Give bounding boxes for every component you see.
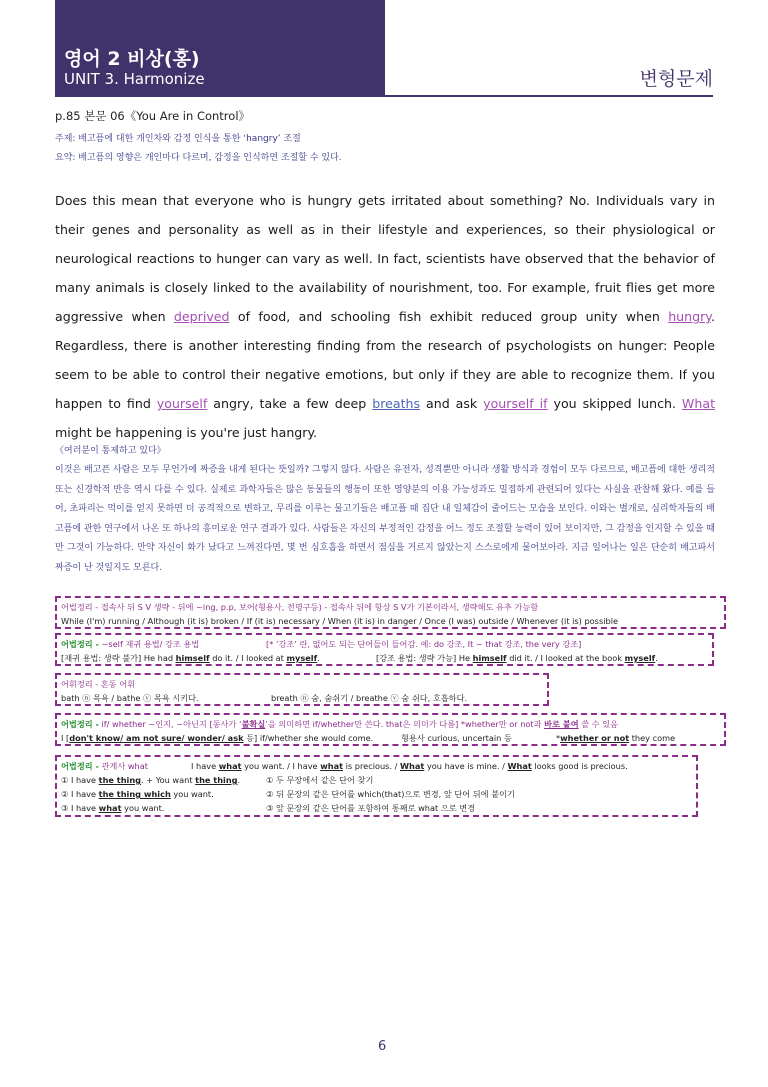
grammar-box-conjunction xyxy=(55,596,726,629)
grammar-box-reflexive xyxy=(55,633,714,666)
topic-line: 주제: 배고픔에 대한 개인차와 감정 인식을 통한 ‘hangry’ 조절 xyxy=(55,134,301,144)
unit-title: UNIT 3. Harmonize xyxy=(64,70,205,88)
example-text: you have is mine. / xyxy=(424,761,508,771)
translation-heading: 《여러분이 통제하고 있다》 xyxy=(55,446,166,456)
passage-text: you skipped lunch. xyxy=(547,396,682,411)
book-title: 영어 2 비상(홍) xyxy=(64,48,200,70)
example-underline: what xyxy=(218,761,242,771)
example-underline: whether or not xyxy=(560,733,630,743)
example-text: I [ xyxy=(61,733,70,743)
example-underline: himself xyxy=(472,653,507,663)
example-text: . xyxy=(317,653,320,663)
box-label: 어법정리 - xyxy=(61,761,99,771)
summary-line: 요약: 배고픔의 영향은 개인마다 다르며, 감정을 인식하면 조절할 수 있다. xyxy=(55,153,342,163)
passage-text: might be happening is you're just hangry. xyxy=(55,425,318,440)
highlight-breaths: breaths xyxy=(372,396,421,411)
example-text: 형용사 curious, uncertain 등 xyxy=(401,733,512,743)
example-underline: What xyxy=(507,761,532,771)
step-explanation: ① 두 무장에서 같은 단어 찾기 xyxy=(266,775,374,785)
box-label: 어법정리 - xyxy=(61,602,99,612)
example-underline: the thing xyxy=(98,775,142,785)
example-underline: What xyxy=(400,761,425,771)
passage-text: . Regardless, there is another interesting finding from the research of psychologists on hunger: People seem to be able to control their negative emotions, but only if they are able to recognize them. If you happen to find xyxy=(55,309,715,411)
example-text: . + You want xyxy=(141,775,196,785)
box-description: 관계사 what xyxy=(101,761,148,771)
example-text: breath ⓝ 숨, 숨쉬기 / breathe ⓥ 숨 쉬다, 호흡하다. xyxy=(271,693,468,703)
english-passage xyxy=(55,186,715,447)
example-text: do it. / I looked at xyxy=(209,653,287,663)
box-label: 어법정리 - xyxy=(61,639,99,649)
box-description: ~self 재귀 용법/ 강조 용법 xyxy=(101,639,200,649)
source-reference: p.85 본문 06《You Are in Control》 xyxy=(55,109,251,123)
passage-text: of food, and schooling fish exhibit reduced group unity when xyxy=(229,309,669,324)
example-underline: myself xyxy=(286,653,318,663)
vocab-box-confusing-words xyxy=(55,673,549,706)
example-text: bath ⓝ 목욕 / bathe ⓥ 목욕 시키다. xyxy=(61,693,199,703)
box-emphasis: 바로 붙여 xyxy=(544,719,579,729)
page-number: 6 xyxy=(378,1039,387,1054)
example-text: . xyxy=(237,775,241,785)
box-example: While (I'm) running / Although (it is) broken / If (it is) necessary / When (it is) in danger / Once (I was) outside / Whenever (it is) possible xyxy=(61,616,619,626)
example-text: [강조 용법: 생략 가능] He xyxy=(376,653,473,663)
example-text: you want. xyxy=(170,789,214,799)
highlight-what: What xyxy=(681,396,716,411)
example-text: is precious. / xyxy=(343,761,401,771)
example-underline: don't know/ am not sure/ wonder/ ask xyxy=(69,733,244,743)
step-explanation: ② 뒤 문장의 같은 단어를 which(that)으로 변경, 앞 단어 뒤에 붙이기 xyxy=(266,789,515,799)
box-label: 어법정리 - xyxy=(61,719,99,729)
example-underline: myself xyxy=(624,653,656,663)
passage-text: angry, take a few deep xyxy=(207,396,373,411)
example-text: * xyxy=(556,733,561,743)
box-description: if/ whether ~인지, ~아닌지 [동사가 ‘ xyxy=(101,719,242,729)
category-title: 변형문제 xyxy=(639,68,713,90)
example-text: you want. / I have xyxy=(241,761,321,771)
example-text: they come xyxy=(629,733,676,743)
box-note: [* ‘강조’ 란, 없어도 되는 단어들이 들어감. 예: do 강조, It ~ that 강조, the very 강조] xyxy=(266,639,582,649)
box-description: ’을 의미하면 if/whether만 쓴다. that은 의미가 다름] *whether만 or not과 xyxy=(265,719,545,729)
example-text: ③ I have xyxy=(61,803,99,813)
highlight-yourself-if: yourself if xyxy=(483,396,548,411)
example-underline: the thing which xyxy=(98,789,171,799)
example-text: ① I have xyxy=(61,775,99,785)
highlight-deprived: deprived xyxy=(173,309,230,324)
box-description: 쓸 수 있음 xyxy=(578,719,619,729)
grammar-box-relative-what xyxy=(55,755,698,817)
box-label: 어휘정리 - 혼동 어휘 xyxy=(61,679,136,689)
header-divider xyxy=(55,95,713,97)
box-description: 접속사 뒤 S V 생략 - 뒤에 ~ing, p.p, 보어(형용사, 전명구등) - 접속사 뒤에 항상 S V가 기본이라서, 생략해도 유추 가능함 xyxy=(100,602,539,612)
example-text: did it. / I looked at the book xyxy=(506,653,625,663)
example-text: 등] if/whether she would come. xyxy=(243,733,374,743)
example-underline: what xyxy=(320,761,344,771)
example-underline: himself xyxy=(175,653,210,663)
step-explanation: ③ 앞 문장의 같은 단어를 포함하여 통째로 what 으로 변경 xyxy=(266,803,476,813)
example-text: [재귀 용법: 생략 불가] He had xyxy=(61,653,176,663)
passage-text: Does this mean that everyone who is hungry gets irritated about something? No. Individuals vary in their genes and personality as well as in their lifestyle and experiences, so their physiological or neurological reactions to hunger can vary as well. In fact, scientists have observed that the behavior of many animals is closely linked to the availability of nourishment, too. For example, fruit flies get more aggressive when xyxy=(55,193,715,324)
highlight-hungry: hungry xyxy=(668,309,711,324)
example-underline: the thing xyxy=(195,775,238,785)
passage-text: and ask xyxy=(420,396,484,411)
example-underline: what xyxy=(98,803,122,813)
example-text: looks good is precious. xyxy=(531,761,628,771)
highlight-yourself: yourself xyxy=(156,396,208,411)
example-text: you want. xyxy=(121,803,165,813)
box-emphasis: 불확실 xyxy=(241,719,266,729)
korean-translation: 이것은 배고픈 사람은 모두 무언가에 짜증을 내게 된다는 뜻일까? 그렇지 않다. 사람은 유전자, 성격뿐만 아니라 생활 방식과 경험이 모두 다르므로, 배고픔에 대한 생리적 또는 신경학적 반응 역시 다를 수 있다. 실제로 과학자들은 많은 동물들의 행동이 또한 영양분의 이용 가능성과도 밀접하게 관련되어 있다는 사실을 관찰해 왔다. 예를 들어, 초파리는 먹이를 얻지 못하면 더 공격적으로 변하고, 무리를 이루는 물고기들은 배고플 때 집단 내 일체감이 줄어드는 모습을 보인다. 이와는 별개로, 심리학자들의 배고픔에 관한 연구에서 나온 또 하나의 흥미로운 연구 결과가 있다. 사람들은 자신의 부정적인 감정을 어느 정도 조절할 능력이 있어 보이지만, 그 감정을 인지할 수 있을 때만 그것이 가능하다. 만약 자신이 화가 났다고 느껴진다면, 몇 번 심호흡을 하면서 점심을 거르지 않았는지 스스로에게 물어보아라. 지금 일어나는 일은 단순히 배고파서 짜증이 난 것일지도 모른다. xyxy=(55,465,715,573)
grammar-box-if-whether xyxy=(55,713,726,746)
example-text: ② I have xyxy=(61,789,99,799)
example-text: I have xyxy=(191,761,219,771)
example-text: . xyxy=(655,653,658,663)
